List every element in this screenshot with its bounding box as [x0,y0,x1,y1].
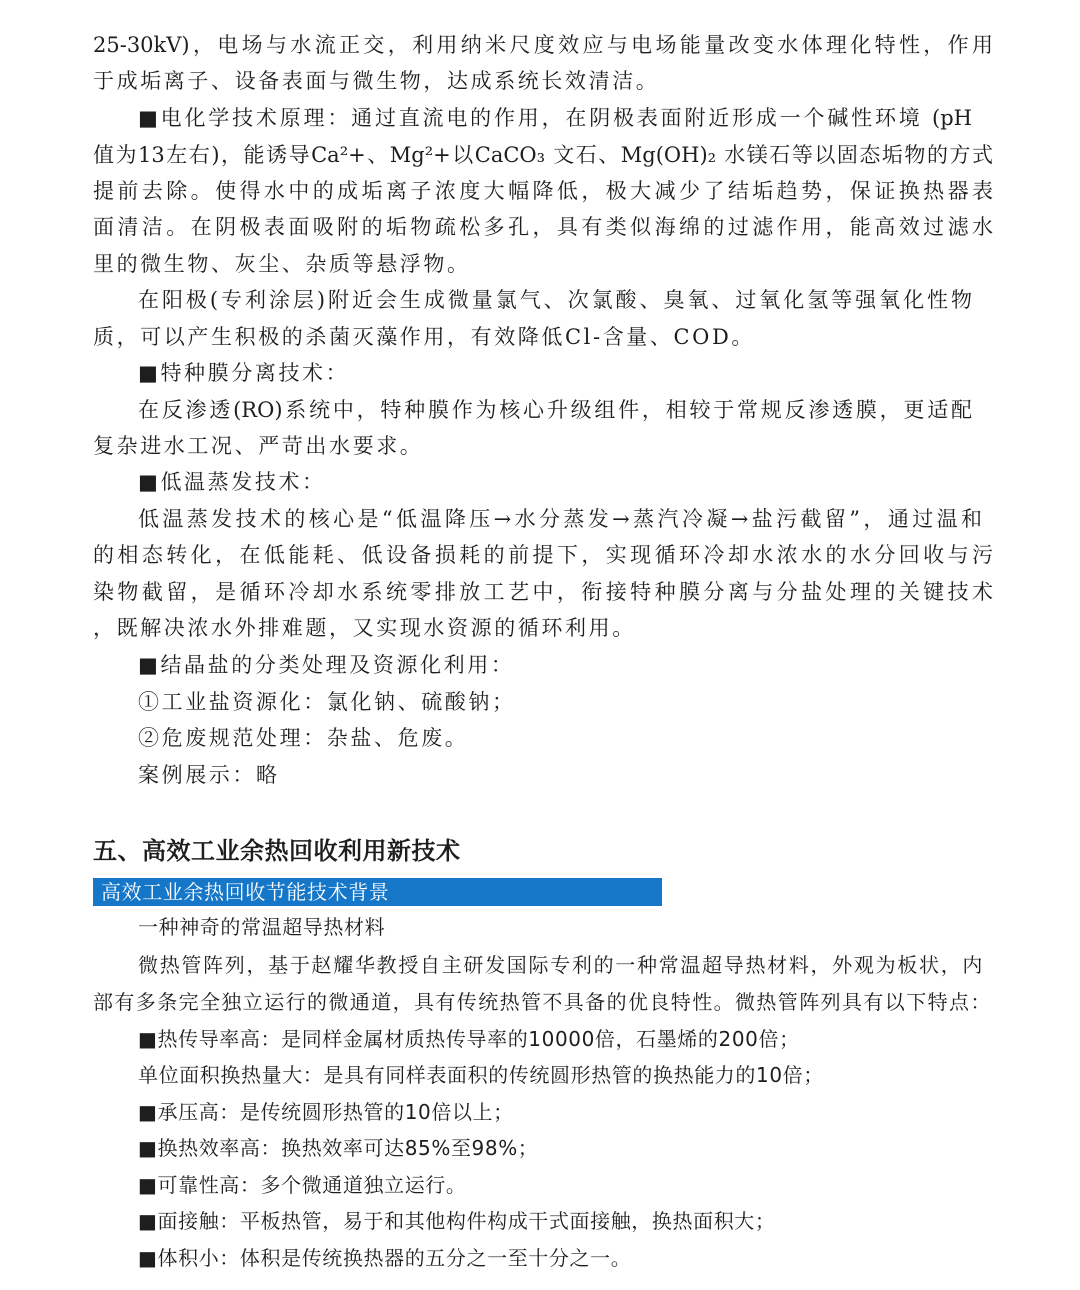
electrochem-heading-line: ■电化学技术原理：通过直流电的作用，在阴极表面附近形成一个碱性环境 (pH [138,106,972,130]
paragraph-line: 的相态转化，在低能耗、低设备损耗的前提下，实现循环冷却水浓水的水分回收与污 [93,543,993,567]
paragraph-line: 于成垢离子、设备表面与微生物，达成系统长效清洁。 [93,69,660,93]
membrane-heading: ■特种膜分离技术： [138,361,350,385]
paragraph-line: 提前去除。使得水中的成垢离子浓度大幅降低，极大减少了结垢趋势，保证换热器表 [93,179,993,203]
feature-item: ■承压高：是传统圆形热管的10倍以上； [138,1100,514,1124]
paragraph-line: 染物截留，是循环冷却水系统零排放工艺中，衔接特种膜分离与分盐处理的关键技术 [93,580,993,604]
paragraph-line: 在反渗透(RO)系统中，特种膜作为核心升级组件，相较于常规反渗透膜，更适配 [138,398,972,422]
paragraph-line: 微热管阵列，基于赵耀华教授自主研发国际专利的一种常温超导热材料，外观为板状，内 [138,953,983,977]
feature-item: ■热传导率高：是同样金属材质热传导率的10000倍，石墨烯的200倍； [138,1027,800,1051]
case-display-line: 案例展示：略 [138,763,280,787]
paragraph-line: 值为13左右)，能诱导Ca²+、Mg²+以CaCO₃ 文石、Mg(OH)₂ 水镁石等以固态垢物的方式 [93,143,993,167]
crystal-salt-heading: ■结晶盐的分类处理及资源化利用： [138,653,515,677]
feature-item: ■体积小：体积是传统换热器的五分之一至十分之一。 [138,1246,632,1270]
feature-item: ■面接触：平板热管，易于和其他构件构成干式面接触，换热面积大； [138,1209,776,1233]
feature-item: ■可靠性高：多个微通道独立运行。 [138,1173,467,1197]
paragraph-line: 低温蒸发技术的核心是“低温降压→水分蒸发→蒸汽冷凝→盐污截留”，通过温和 [138,507,982,531]
evaporation-heading: ■低温蒸发技术： [138,470,326,494]
section-heading: 五、高效工业余热回收利用新技术 [93,837,461,865]
section-banner [93,878,662,906]
feature-item: 单位面积换热量大：是具有同样表面积的传统圆形热管的换热能力的10倍； [138,1063,824,1087]
paragraph-line: 面清洁。在阴极表面吸附的垢物疏松多孔，具有类似海绵的过滤作用，能高效过滤水 [93,215,993,239]
paragraph-line: 里的微生物、灰尘、杂质等悬浮物。 [93,252,471,276]
paragraph-line: 在阳极(专利涂层)附近会生成微量氯气、次氯酸、臭氧、过氧化氢等强氧化性物 [138,288,972,312]
paragraph-line: 质，可以产生积极的杀菌灭藻作用，有效降低Cl-含量、COD。 [93,325,755,349]
feature-item: ■换热效率高：换热效率可达85%至98%； [138,1136,539,1160]
paragraph-line: 25-30kV)，电场与水流正交，利用纳米尺度效应与电场能量改变水体理化特性，作用 [93,33,993,57]
list-item: ②危废规范处理：杂盐、危废。 [138,726,469,750]
paragraph-line: 部有多条完全独立运行的微通道，具有传统热管不具备的优良特性。微热管阵列具有以下特点： [93,990,991,1014]
list-item: ①工业盐资源化：氯化钠、硫酸钠； [138,690,516,714]
subtitle-line: 一种神奇的常温超导热材料 [138,915,386,939]
paragraph-line: 复杂进水工况、严苛出水要求。 [93,434,424,458]
section-banner-label: 高效工业余热回收节能技术背景 [101,880,390,904]
paragraph-line: ，既解决浓水外排难题，又实现水资源的循环利用。 [93,616,636,640]
